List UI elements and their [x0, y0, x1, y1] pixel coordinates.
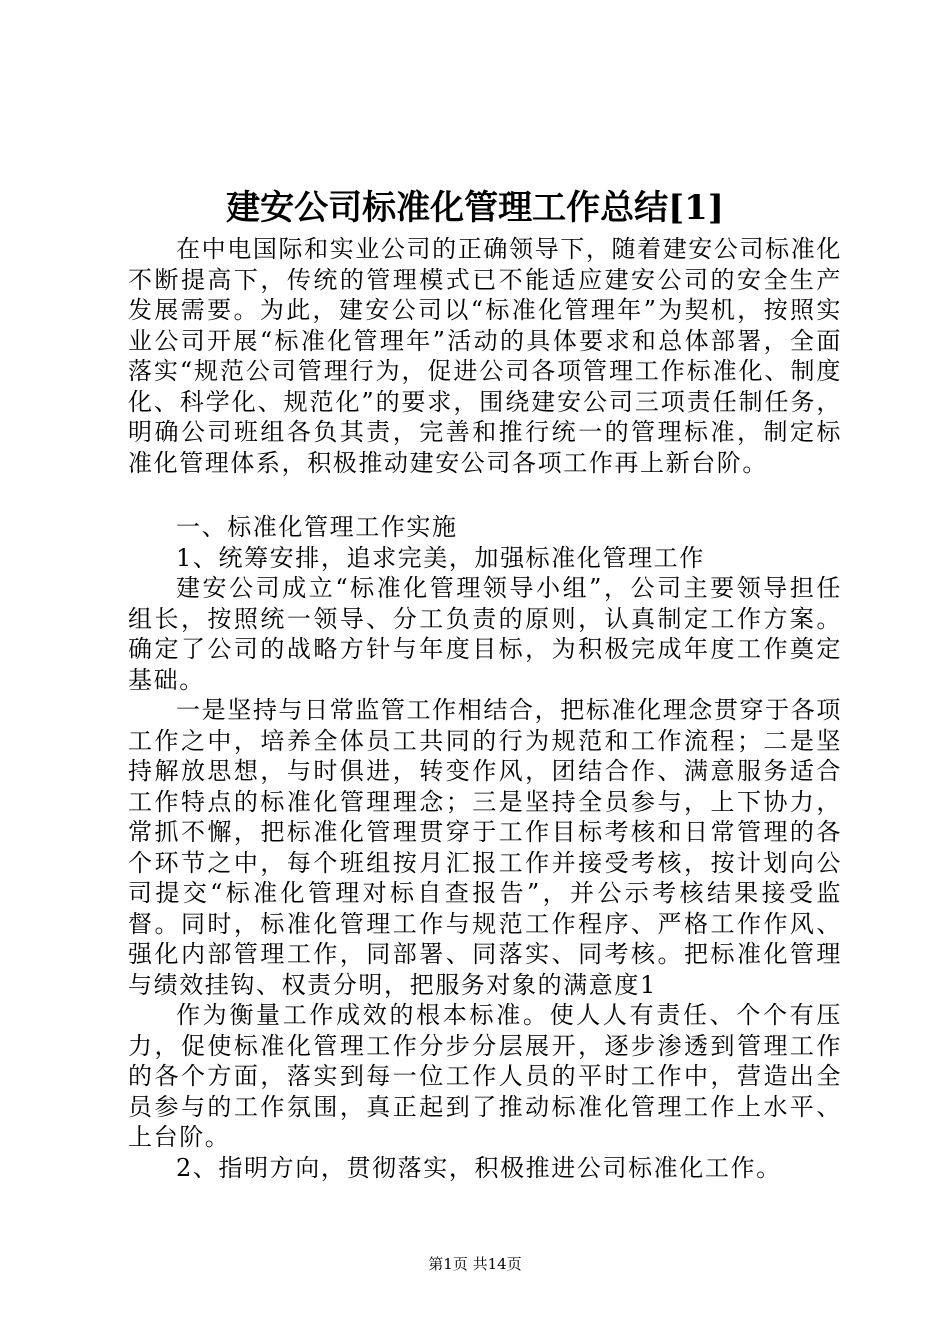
document-body — [128, 234, 842, 1183]
subsection-heading-1: 1、统筹安排，追求完美，加强标准化管理工作 — [176, 543, 705, 572]
page-number-footer: 第1页 共14页 — [428, 1255, 522, 1273]
document-title: 建安公司标准化管理工作总结[1] — [226, 188, 724, 228]
body-paragraph-3: 作为衡量工作成效的根本标准。使人人有责任、个个有压力，促使标准化管理工作分步分层展开，逐步渗透到管理工作的各个方面，落实到每一位工作人员的平时工作中，营造出全员参与的工作氛围，真正起到了推动标准化管理工作上水平、上台阶。 — [128, 1001, 842, 1151]
paragraph-gap — [128, 478, 842, 512]
body-paragraph-2: 一是坚持与日常监管工作相结合，把标准化理念贯穿于各项工作之中，培养全体员工共同的行为规范和工作流程；二是坚持解放思想，与时俱进，转变作风，团结合作、满意服务适合工作特点的标准化管理理念；三是坚持全员参与，上下协力，常抓不懈，把标准化管理贯穿于工作目标考核和日常管理的各个环节之中，每个班组按月汇报工作并接受考核，按计划向公司提交“标准化管理对标自查报告”，并公示考核结果接受监督。同时，标准化管理工作与规范工作程序、严格工作作风、强化内部管理工作，同部署、同落实、同考核。把标准化管理与绩效挂钩、权责分明，把服务对象的满意度1 — [128, 696, 842, 999]
body-paragraph-1: 建安公司成立“标准化管理领导小组”，公司主要领导担任组长，按照统一领导、分工负责的原则，认真制定工作方案。确定了公司的战略方针与年度目标，为积极完成年度工作奠定基础。 — [128, 574, 842, 694]
subsection-heading-2: 2、指明方向，贯彻落实，积极推进公司标准化工作。 — [176, 1153, 782, 1182]
section-heading: 一、标准化管理工作实施 — [176, 513, 458, 541]
intro-paragraph: 在中电国际和实业公司的正确领导下，随着建安公司标准化不断提高下，传统的管理模式已不能适应建安公司的安全生产发展需要。为此，建安公司以“标准化管理年”为契机，按照实业公司开展“标准化管理年”活动的具体要求和总体部署，全面落实“规范公司管理行为，促进公司各项管理工作标准化、制度化、科学化、规范化”的要求，围绕建安公司三项责任制任务，明确公司班组各负其责，完善和推行统一的管理标准，制定标准化管理体系，积极推动建安公司各项工作再上新台阶。 — [128, 235, 842, 477]
